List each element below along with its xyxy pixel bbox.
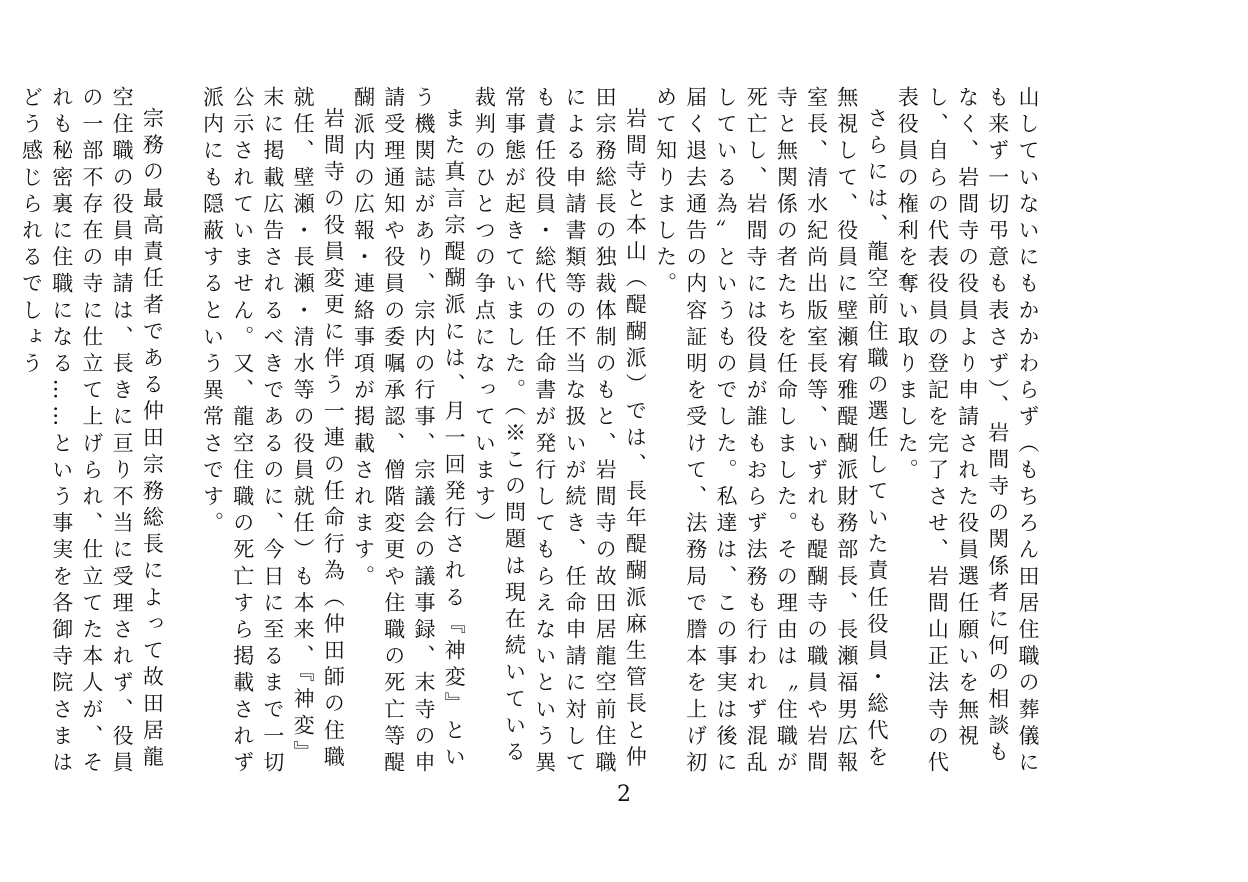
paragraph-3: 岩間寺と本山（醍醐派）では、長年醍醐派麻生管長と仲田宗務総長の独裁体制のもと、岩間寺の故田居龍空前住職による申請書類等の不当な扱いが続き、任命申請に対しても責任役員・総代の任命書が発行してもらえないという異常事態が起きていました。（※この問題は現在続いている裁判のひとつの争点になっています）: [472, 86, 648, 778]
paragraph-2: さらには、龍空前住職の選任していた責任役員・総代を無視して、役員に壁瀬宥雅醍醐派財務部長、長瀬福男広報室長、清水紀尚出版室長等、いずれも醍醐寺の職員や岩間寺と無関係の者たちを任命しました。その理由は〝住職が死亡し、岩間寺には役員が誰もおらず法務も行われず混乱している為〟というものでした。私達は、この事実は後に届く退去通告の内容証明を受けて、法務局で謄本を上げ初めて知りました。: [653, 86, 889, 778]
paragraph-1: 山していないにもかかわらず（もちろん田居住職の葬儀にも来ず一切弔意も表さず）、岩間寺の関係者に何の相談もなく、岩間寺の役員より申請された役員選任願いを無視し、自らの代表役員の登記を完了させ、岩間山正法寺の代表役員の権利を奪い取りました。: [895, 86, 1040, 778]
vertical-text-body: [19, 86, 1043, 786]
page-number: 2: [617, 782, 631, 807]
paragraph-4: また真言宗醍醐派には、月一回発行される『神変』という機関誌があり、宗内の行事、宗議会の議事録、末寺の申請受理通知や役員の委嘱承認、僧階変更や住職の死亡等醍醐派内の広報・連絡事項が掲載されます。: [351, 86, 467, 778]
paragraph-5: 岩間寺の役員変更に伴う一連の任命行為（仲田師の住職就任、壁瀬・長瀬・清水等の役員就任）も本来、『神変』末に掲載広告されるべきであるのに、今日に至るまで一切公示されていません。又、龍空住職の死亡すら掲載されず派内にも隠蔽するという異常さです。: [200, 86, 346, 778]
paragraph-6: 宗務の最高責任者である仲田宗務総長によって故田居龍空住職の役員申請は、長きに亘り不当に受理されず、役員の一部不存在の寺に仕立て上げられ、仕立てた本人が、それも秘密裏に住職になる……という事実を各御寺院さまはどう感じられるでしょう: [19, 86, 165, 778]
